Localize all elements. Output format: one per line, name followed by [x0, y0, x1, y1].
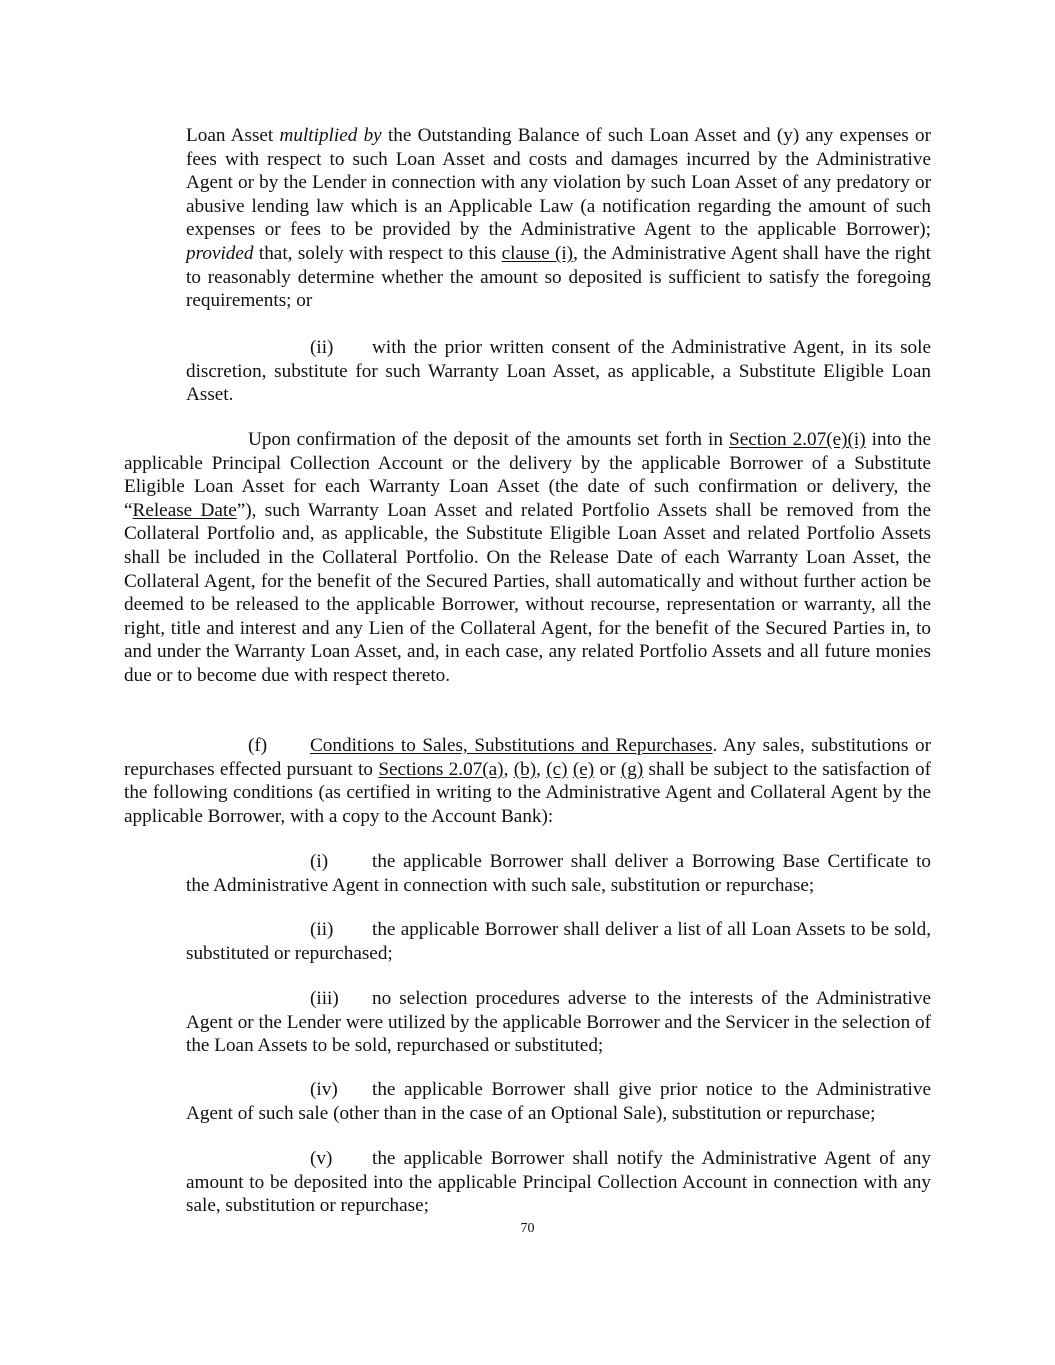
- text-run: no selection procedures adverse to the interests of the Administrative Agent or the Lender were utilized by the applicable Borrower and the Servicer in the selection of the Loan Assets to be sold, repurchased or substituted;: [186, 988, 931, 1057]
- section-heading: Conditions to Sales, Substitutions and Repurchases: [310, 735, 713, 756]
- list-item-condition-i: [186, 850, 931, 897]
- list-item-condition-iv: [186, 1078, 931, 1125]
- clause-label: (ii): [310, 919, 334, 940]
- text-run: , the Administrative Agent shall have the right to reasonably determine whether the amount so deposited is sufficient to satisfy the foregoing requirements; or: [186, 242, 931, 312]
- text-run: ,: [503, 758, 514, 780]
- text-run: the applicable Borrower shall deliver a list of all Loan Assets to be sold, substituted or repurchased;: [186, 919, 931, 964]
- cross-reference: (c): [546, 758, 568, 780]
- cross-reference: (g): [620, 758, 644, 780]
- paragraph-release-date: [124, 428, 931, 688]
- page-number: 70: [520, 1221, 535, 1236]
- text-run: ,: [536, 758, 547, 780]
- cross-reference: (e): [572, 758, 595, 780]
- list-item-condition-ii: [186, 918, 931, 965]
- text-run: . Any sales, substitutions or repurchases effected pursuant to: [124, 735, 931, 780]
- clause-label: (ii): [310, 337, 334, 358]
- text-run: Loan Asset: [186, 125, 280, 146]
- clause-label: (i): [310, 851, 329, 872]
- text-run: the applicable Borrower shall give prior notice to the Administrative Agent of such sale (other than in the case of an Optional Sale), substitution or repurchase;: [186, 1079, 931, 1124]
- text-run: that, solely with respect to this: [253, 242, 502, 264]
- text-run: shall be subject to the satisfaction of the following conditions (as certified in writing to the Administrative Agent and Collateral Agent by the applicable Borrower, with a copy to the Account Bank):: [124, 758, 932, 827]
- text-run: Upon confirmation of the deposit of the amounts set forth in: [248, 429, 730, 450]
- section-label: (f): [248, 735, 268, 756]
- italic-term: provided: [186, 242, 254, 264]
- cross-reference: (b): [513, 758, 537, 780]
- clause-label: (iv): [310, 1079, 338, 1100]
- clause-label: (v): [310, 1148, 333, 1169]
- cross-reference: Section 2.07(e)(i): [729, 429, 866, 450]
- text-run: ”), such Warranty Loan Asset and related Portfolio Assets shall be removed from the Collateral Portfolio and, as applicable, the Substitute Eligible Loan Asset and related Portfolio Assets shall be included in the Collateral Portfolio. On the Release Date of each Warranty Loan Asset, the Collateral Agent, for the benefit of the Secured Parties, shall automatically and without further action be deemed to be released to the applicable Borrower, without recourse, representation or warranty, all the right, title and interest and any Lien of the Collateral Agent, for the benefit of the Secured Parties in, to and under the Warranty Loan Asset, and, in each case, any related Portfolio Assets and all future monies due or to become due with respect thereto.: [124, 499, 931, 686]
- cross-reference: clause (i): [501, 242, 574, 264]
- text-run: or: [594, 758, 621, 780]
- list-item-condition-v: [186, 1147, 931, 1218]
- defined-term: Release Date: [132, 499, 237, 521]
- paragraph-clause-i-continuation: [186, 124, 931, 313]
- italic-term: multiplied by: [279, 125, 382, 146]
- paragraph-section-f: [124, 734, 931, 828]
- list-item-condition-iii: [186, 987, 931, 1058]
- text-run: with the prior written consent of the Administrative Agent, in its sole discretion, substitute for such Warranty Loan Asset, as applicable, a Substitute Eligible Loan Asset.: [186, 337, 931, 406]
- clause-label: (iii): [310, 988, 339, 1009]
- text-run: the applicable Borrower shall notify the Administrative Agent of any amount to be deposited into the applicable Principal Collection Account in connection with any sale, substitution or repurchase;: [186, 1148, 931, 1217]
- paragraph-clause-ii: [186, 336, 931, 407]
- text-run: into the applicable Principal Collection Account or the delivery by the applicable Borrower of a Substitute Eligible Loan Asset for each Warranty Loan Asset (the date of such confirmation or delivery, the “: [124, 429, 931, 521]
- cross-reference: Sections 2.07(a): [378, 758, 504, 780]
- text-run: the applicable Borrower shall deliver a Borrowing Base Certificate to the Administrative Agent in connection with such sale, substitution or repurchase;: [186, 851, 931, 896]
- text-run: the Outstanding Balance of such Loan Asset and (y) any expenses or fees with respect to such Loan Asset and costs and damages incurred by the Administrative Agent or by the Lender in connection with any violation by such Loan Asset of any predatory or abusive lending law which is an Applicable Law (a notification regarding the amount of such expenses or fees to be provided by the Administrative Agent to the applicable Borrower);: [186, 125, 931, 241]
